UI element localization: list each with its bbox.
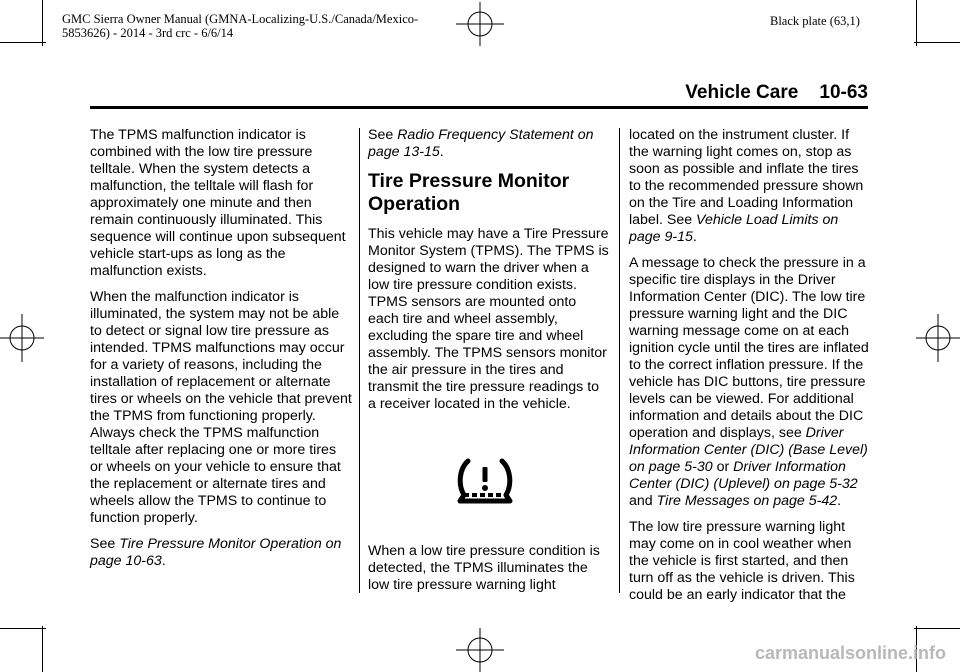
print-header-left (62, 12, 482, 40)
column-1 (90, 127, 352, 579)
paragraph: When a low tire pressure condition is detected, the TPMS illuminates the low tire pressure warning light (368, 543, 600, 593)
print-header-line2: 5853626) - 2014 - 3rd crc - 6/6/14 (62, 26, 234, 40)
column-divider (359, 128, 360, 593)
crop-mark (914, 628, 960, 629)
crop-mark (0, 628, 46, 629)
crop-mark (914, 42, 960, 43)
crop-mark (42, 626, 43, 672)
paragraph: When the malfunction indicator is illuminated, the system may not be able to detect or signal low tire pressure as intended. TPMS malfunctions may occur for a variety of reasons, including the installation of replacement or alternate tires or wheels on the vehicle that prevent the TPMS from functioning properly. Always check the TPMS malfunction telltale after replacing one or more tires or wheels on your vehicle to ensure that the replacement or alternate tires and wheels allow the TPMS to continue to function properly. (90, 289, 352, 526)
print-header-line1: GMC Sierra Owner Manual (GMNA-Localizing-U.S./Canada/Mexico- (62, 12, 419, 26)
registration-mark-left (0, 314, 44, 362)
paragraph (90, 536, 352, 570)
crop-mark (42, 0, 43, 46)
section-heading: Tire Pressure Monitor Operation (368, 170, 570, 215)
watermark: carmanualsonline.info (754, 643, 946, 663)
paragraph (629, 255, 871, 510)
cross-reference-link[interactable]: Tire Messages on page 5-42 (656, 493, 838, 509)
cross-reference-link[interactable]: Radio Frequency Statement on page 13-15 (368, 127, 594, 160)
cross-reference-link[interactable]: Driver Information Center (DIC) (Base Level) on page 5-30 (629, 425, 868, 475)
see-text: See (368, 127, 398, 143)
registration-mark-right (916, 314, 960, 362)
low-tire-pressure-telltale-icon (456, 457, 514, 505)
running-head: Vehicle Care 10-63 (685, 82, 868, 103)
punctuation: . (837, 493, 842, 509)
cross-reference-link[interactable]: Vehicle Load Limits on page 9-15 (629, 212, 839, 245)
column-3 (629, 127, 871, 613)
body-text: or (712, 459, 734, 475)
punctuation: . (692, 229, 697, 245)
column-divider (619, 128, 620, 593)
body-text: located on the instrument cluster. If the warning light comes on, stop as soon as possible and inflate the tires to the recommended pressure shown on the Tire and Loading Information label. See (629, 127, 864, 228)
paragraph (629, 127, 871, 246)
punctuation: . (439, 144, 444, 160)
paragraph: The low tire pressure warning light may come on in cool weather when the vehicle is first started, and then turn off as the vehicle is driven. This could be an early indicator that the (629, 519, 855, 603)
registration-mark-top (456, 2, 504, 46)
crop-mark (0, 42, 46, 43)
paragraph: This vehicle may have a Tire Pressure Monitor System (TPMS). The TPMS is designed to warn the driver when a low tire pressure condition exists. TPMS sensors are mounted onto each tire and wheel assembly, excluding the spare tire and wheel assembly. The TPMS sensors monitor the air pressure in the tires and transmit the tire pressure readings to a receiver located in the vehicle. (368, 226, 609, 412)
cross-reference-link[interactable]: Tire Pressure Monitor Operation on page 10-63 (90, 536, 342, 569)
column-2 (368, 127, 610, 603)
body-text: and (629, 493, 657, 509)
cross-reference-link[interactable]: Driver Information Center (DIC) (Uplevel) on page 5-32 (629, 459, 858, 492)
plate-label: Black plate (63,1) (770, 14, 860, 28)
registration-mark-bottom (456, 628, 504, 672)
punctuation: . (161, 553, 166, 569)
crop-mark (916, 0, 917, 46)
see-text: See (90, 536, 120, 552)
body-text: A message to check the pressure in a specific tire displays in the Driver Information Center (DIC). The low tire pressure warning light and the DIC warning message come on at each ignition cycle until the tires are inflated to the correct inflation pressure. If the vehicle has DIC buttons, tire pressure levels can be viewed. For additional information and details about the DIC operation and displays, see (629, 255, 869, 441)
header-rule (90, 106, 868, 109)
paragraph: The TPMS malfunction indicator is combined with the low tire pressure telltale. When the system detects a malfunction, the telltale will flash for approximately one minute and then remain continuously illuminated. This sequence will continue upon subsequent vehicle start-ups as long as the malfunction exists. (90, 127, 346, 279)
paragraph (368, 127, 610, 161)
